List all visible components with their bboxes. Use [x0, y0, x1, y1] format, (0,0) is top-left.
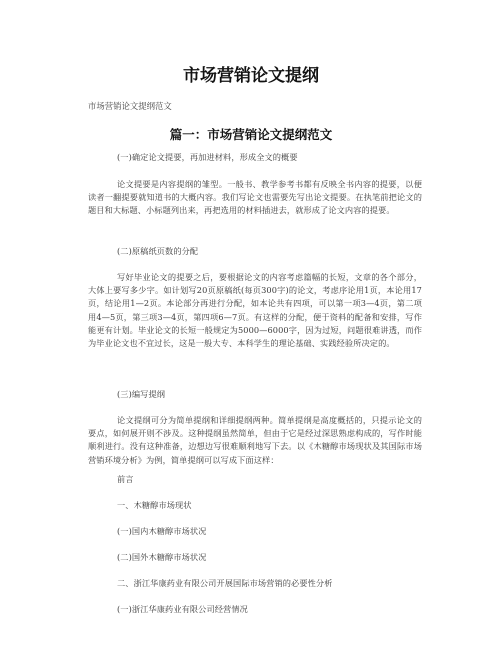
outline-item: (一)浙江华康药业有限公司经营情况	[117, 604, 248, 614]
subheading: (一)确定论文提要，再加进材料，形成全文的概要	[117, 152, 298, 162]
paragraph: 写好毕业论文的提要之后，要根据论文的内容考虑篇幅的长短，文章的各个部分，大体上要写多少字。如计划写20页原稿纸(每页300字)的论文，考虑序论用1页，本论用17页，结论用1—2页。本论部分再进行分配，如本论共有四项，可以第一项3—4页，第二项用4—5页，第三项3—4页，第四项6—7页。有这样的分配，便于资料的配备和安排，写作能更有计划。毕业论文的长短一般规定为5000—6000字，因为过短，问题很难讲透，而作为毕业论文也不宜过长，这是一般大专、本科学生的理论基础、实践经验所决定的。	[88, 272, 422, 349]
section-title: 篇一：市场营销论文提纲范文	[169, 127, 333, 142]
outline-item: (一)国内木糖醇市场状况	[117, 526, 207, 536]
paragraph: 论文提纲可分为简单提纲和详细提纲两种。简单提纲是高度概括的，只提示论文的要点，如何展开则不涉及。这种提纲虽然简单，但由于它是经过深思熟虑构成的，写作时能顺利进行。没有这种准备，边想边写很难顺利地写下去。以《木糖醇市场现状及其国际市场营销环境分析》为例，简单提纲可以写成下面这样：	[88, 415, 422, 465]
outline-item: 二、浙江华康药业有限公司开展国际市场营销的必要性分析	[117, 578, 333, 588]
outline-item: 前言	[117, 474, 134, 484]
subheading: (三)编写提纲	[117, 389, 166, 399]
outline-item: (二)国外木糖醇市场状况	[117, 552, 207, 562]
outline-item: 一、木糖醇市场现状	[117, 500, 192, 510]
paragraph: 论文提要是内容提纲的雏型。一般书、教学参考书都有反映全书内容的提要，以便读者一翻提要就知道书的大概内容。我们写论文也需要先写出论文提要。在执笔前把论文的题目和大标题、小标题列出来，再把选用的材料插进去，就形成了论文内容的提要。	[88, 179, 422, 216]
document-subtitle: 市场营销论文提纲范文	[88, 101, 172, 111]
document-title: 市场营销论文提纲	[183, 66, 319, 86]
subheading: (二)原稿纸页数的分配	[117, 246, 199, 256]
